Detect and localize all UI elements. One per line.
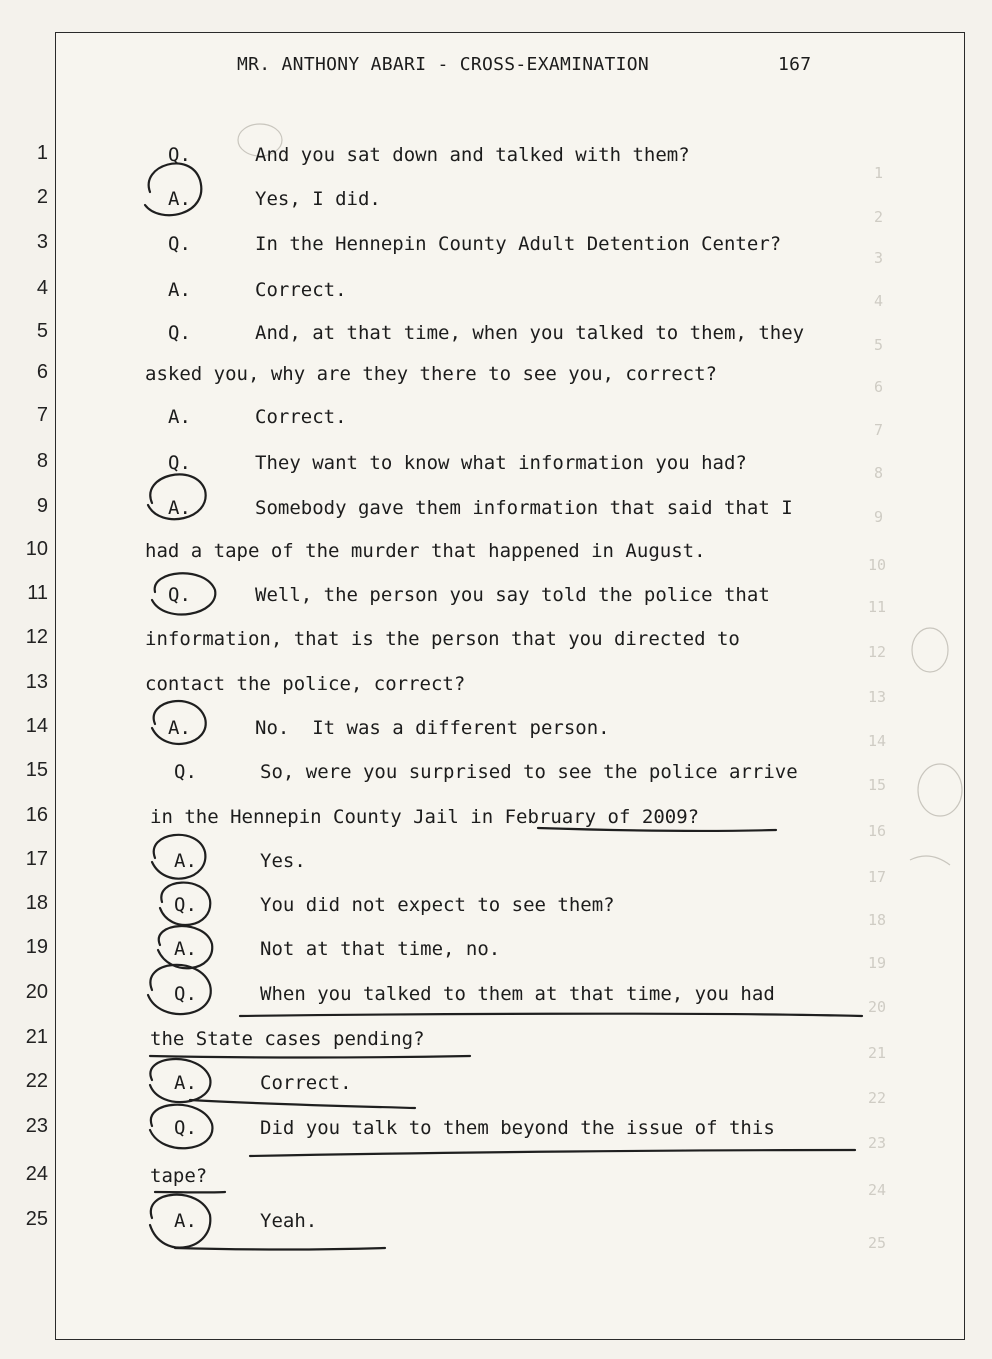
svg-text:17: 17 — [868, 868, 887, 886]
svg-text:19: 19 — [868, 954, 887, 972]
speaker-label: Q. — [174, 983, 197, 1005]
transcript-line: When you talked to them at that time, you had — [260, 983, 775, 1005]
speaker-label: Q. — [174, 761, 197, 783]
line-number: 4 — [36, 277, 48, 299]
line-number: 22 — [25, 1070, 48, 1092]
svg-text:11: 11 — [868, 598, 887, 616]
line-number: 17 — [25, 848, 48, 870]
transcript-line: And you sat down and talked with them? — [255, 144, 690, 166]
speaker-label: Q. — [168, 233, 191, 255]
transcript-line: Correct. — [260, 1072, 352, 1094]
line-number: 5 — [36, 320, 48, 342]
svg-text:23: 23 — [868, 1134, 887, 1152]
transcript-line: information, that is the person that you directed to — [145, 628, 740, 650]
svg-text:6: 6 — [874, 378, 884, 396]
svg-text:9: 9 — [874, 508, 884, 526]
transcript-line: Not at that time, no. — [260, 938, 501, 960]
svg-text:2: 2 — [874, 208, 884, 226]
page-number: 167 — [778, 54, 812, 75]
speaker-label: A. — [168, 717, 191, 739]
transcript-line: You did not expect to see them? — [260, 894, 615, 916]
svg-text:24: 24 — [868, 1181, 887, 1199]
page-header — [0, 54, 992, 78]
line-number: 7 — [36, 404, 48, 426]
speaker-label: A. — [168, 188, 191, 210]
svg-text:20: 20 — [868, 998, 887, 1016]
speaker-label: A. — [168, 406, 191, 428]
transcript-line: And, at that time, when you talked to them, they — [255, 322, 805, 344]
speaker-label: A. — [174, 1072, 197, 1094]
line-number: 10 — [25, 538, 48, 560]
svg-text:21: 21 — [868, 1044, 887, 1062]
transcript-line: Correct. — [255, 279, 347, 301]
line-number: 16 — [25, 804, 48, 826]
speaker-label: A. — [174, 938, 197, 960]
speaker-label: Q. — [168, 452, 191, 474]
speaker-label: Q. — [174, 894, 197, 916]
svg-text:7: 7 — [874, 421, 884, 439]
line-number: 24 — [25, 1163, 48, 1185]
transcript-line: Yes, I did. — [255, 188, 381, 210]
transcript-line: asked you, why are they there to see you, correct? — [145, 363, 717, 385]
svg-text:4: 4 — [874, 292, 884, 310]
line-number: 23 — [25, 1115, 48, 1137]
transcript-line: Correct. — [255, 406, 347, 428]
line-number: 9 — [36, 495, 48, 517]
svg-text:13: 13 — [868, 688, 887, 706]
svg-text:3: 3 — [874, 249, 884, 267]
speaker-label: A. — [174, 850, 197, 872]
speaker-label: A. — [168, 279, 191, 301]
line-number: 6 — [36, 361, 48, 383]
transcript-line: So, were you surprised to see the police arrive — [260, 761, 798, 783]
speaker-label: Q. — [168, 584, 191, 606]
transcript-line: Well, the person you say told the police that — [255, 584, 770, 606]
svg-text:14: 14 — [868, 732, 887, 750]
line-number: 20 — [25, 981, 48, 1003]
svg-text:22: 22 — [868, 1089, 887, 1107]
svg-text:15: 15 — [868, 776, 887, 794]
speaker-label: A. — [168, 497, 191, 519]
transcript-line: Yes. — [260, 850, 306, 872]
line-number: 25 — [25, 1208, 48, 1230]
line-number: 18 — [25, 892, 48, 914]
svg-text:1: 1 — [874, 164, 884, 182]
svg-text:18: 18 — [868, 911, 887, 929]
speaker-label: Q. — [174, 1117, 197, 1139]
line-number: 13 — [25, 671, 48, 693]
svg-text:8: 8 — [874, 464, 884, 482]
transcript-line: Somebody gave them information that said that I — [255, 497, 793, 519]
svg-text:16: 16 — [868, 822, 887, 840]
transcript-line: In the Hennepin County Adult Detention Center? — [255, 233, 782, 255]
svg-text:12: 12 — [868, 643, 887, 661]
line-number: 19 — [25, 936, 48, 958]
transcript-line: had a tape of the murder that happened in August. — [145, 540, 706, 562]
line-number: 2 — [36, 186, 48, 208]
speaker-label: A. — [174, 1210, 197, 1232]
svg-text:10: 10 — [868, 556, 887, 574]
line-number: 12 — [25, 626, 48, 648]
transcript-line: the State cases pending? — [150, 1028, 425, 1050]
line-number: 14 — [25, 715, 48, 737]
transcript-line: Yeah. — [260, 1210, 318, 1232]
line-number: 11 — [27, 582, 48, 604]
transcript-line: tape? — [150, 1165, 208, 1187]
svg-text:25: 25 — [868, 1234, 887, 1252]
speaker-label: Q. — [168, 322, 191, 344]
transcript-line: Did you talk to them beyond the issue of this — [260, 1117, 775, 1139]
transcript-line: They want to know what information you had? — [255, 452, 747, 474]
transcript-line: in the Hennepin County Jail in February of 2009? — [150, 806, 700, 828]
line-number: 15 — [25, 759, 48, 781]
transcript-line: No. It was a different person. — [255, 717, 610, 739]
line-number: 1 — [36, 142, 48, 164]
transcript-line: contact the police, correct? — [145, 673, 466, 695]
svg-text:5: 5 — [874, 336, 884, 354]
line-number: 8 — [36, 450, 48, 472]
page-title: MR. ANTHONY ABARI - CROSS-EXAMINATION — [237, 54, 650, 75]
speaker-label: Q. — [168, 144, 191, 166]
line-number: 21 — [25, 1026, 48, 1048]
line-number: 3 — [36, 231, 48, 253]
